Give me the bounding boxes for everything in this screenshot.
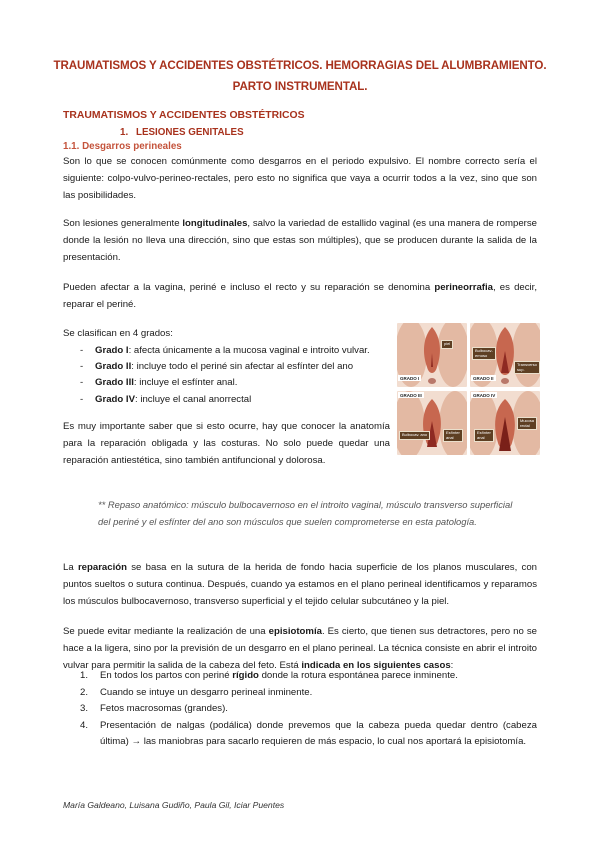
p7-text-e: : — [450, 660, 454, 671]
list-dash: - — [80, 393, 84, 405]
paragraph-perineorrafia — [63, 279, 537, 313]
tag-esfinter-anal: Esfínter anal — [443, 429, 463, 442]
subsubsection-heading: 1.1. Desgarros perineales — [63, 141, 182, 152]
grade-item — [63, 358, 393, 374]
grade-item — [63, 342, 393, 358]
tag-esfinter-anal-4: Esfínter anal — [474, 429, 494, 442]
p6-text-a: La — [63, 562, 78, 573]
grade-text: : incluye todo el periné sin afectar al esfínter del ano — [131, 361, 354, 373]
list-item — [63, 701, 537, 718]
list-number: 1. — [80, 670, 89, 681]
p6-bold: reparación — [77, 562, 127, 573]
tear-grades-figure — [397, 323, 540, 455]
paragraph-anatomy-importance: Es muy importante saber que si esto ocurre, hay que conocer la anatomía para la reparación obligada y las costuras. No solo puede quedar una reparación antiestética, sino también antifuncional y dolorosa. — [63, 421, 390, 466]
subsection-title: LESIONES GENITALES — [136, 127, 244, 138]
grade-4-label: GRADO IV — [473, 392, 496, 398]
section-heading: TRAUMATISMOS Y ACCIDENTES OBSTÉTRICOS — [63, 110, 305, 121]
li-text-c: donde la rotura espontánea parece inminente. — [258, 670, 458, 681]
indications-list — [63, 668, 537, 751]
list-dash: - — [80, 361, 84, 373]
title-line-2: PARTO INSTRUMENTAL. — [232, 80, 368, 93]
list-item — [63, 668, 537, 685]
list-number: 2. — [80, 686, 89, 698]
paragraph-repair — [63, 559, 537, 610]
tag-piel: piel — [441, 340, 453, 349]
p2-bold: longitudinales — [182, 218, 248, 229]
grade-1-panel — [397, 323, 467, 387]
grade-3-label: GRADO III — [400, 392, 422, 398]
p3-text-c: , es decir, reparar el periné. — [63, 282, 537, 310]
li-text-a: En todos los partos con periné — [100, 670, 233, 681]
grade-item — [63, 374, 393, 390]
p2-text-c: , salvo la variedad de estallido vaginal (es una manera de romperse donde la lesión no lleva una dirección, sino que estas son múltiples), que se producen durante la salida de la presentación. — [63, 218, 537, 263]
grades-list — [63, 342, 393, 407]
grade-2-label: GRADO II — [473, 375, 494, 381]
grade-1-label: GRADO I — [400, 375, 420, 381]
list-item — [63, 685, 537, 702]
li-text-a: Cuando se intuye un desgarro perineal inminente. — [100, 686, 313, 698]
anatomy-note: ** Repaso anatómico: músculo bulbocavernoso en el introito vaginal, músculo transverso superficial del periné y el esfínter del ano son músculos que suelen comprometerse en esta patología. — [98, 499, 513, 527]
tag-mucosa-rectal: Mucosa rectal — [517, 417, 537, 430]
li-text-a: Presentación de nalgas (podálica) donde prevemos que la cabeza pueda quedar dentro (cabeza última) → las maniobras para sacarlo requieren de más espacio, lo cual nos aportará la episiotomía. — [100, 719, 537, 747]
p6-text-c: se basa en la sutura de la herida de fondo hacia superficie de los planos musculares, con puntos sueltos o sutura continua. Después, cuando ya estamos en el plano perineal identificamos y reparamos los músculos bulbocavernoso, transverso superficial y el tejido celular subcutáneo y la piel. — [63, 562, 537, 607]
grade-3-panel — [397, 391, 467, 455]
paragraph-intro: Son lo que se conocen comúnmente como desgarros en el periodo expulsivo. El nombre correcto sería el siguiente: colpo-vulvo-perineo-rectales, pero esto no significa que vaya a ocurrir todos a la vez, sino que son las posibilidades. — [63, 156, 537, 201]
title-line-1: TRAUMATISMOS Y ACCIDENTES OBSTÉTRICOS. HEMORRAGIAS DEL ALUMBRAMIENTO. — [53, 59, 547, 72]
grade-label: Grado II — [95, 361, 132, 373]
p3-bold: perineorrafia — [434, 282, 493, 293]
p7-text-a: Se puede evitar mediante la realización de una — [63, 626, 269, 637]
paragraph-classification-intro: Se clasifican en 4 grados: — [63, 328, 173, 339]
grade-text: : incluye el canal anorrectal — [134, 393, 252, 405]
grade-text: : incluye el esfínter anal. — [133, 377, 238, 389]
footer-authors: María Galdeano, Luisana Gudiño, Paula Gil, Iciar Puentes — [63, 800, 285, 810]
grade-text: : afecta únicamente a la mucosa vaginal e introito vulvar. — [128, 345, 370, 356]
tag-bulbocav-ano: Bulbocav. ano — [399, 431, 430, 440]
p7-text-c: . Es cierto, que tienen sus detractores, pero no se hace a la ligera, sino por la previsión de un desgarro en el plano perineal. La técnica consiste en abrir el introito vulvar para permitir la salida de la cabeza del feto. Está — [63, 626, 538, 671]
p7-bold-episiotomia: episiotomía — [268, 626, 322, 637]
grade-label: Grado I — [95, 345, 129, 356]
p3-text-a: Pueden afectar a la vagina, periné e incluso el recto y su reparación se denomina — [63, 282, 435, 293]
tag-bulbocavernoso: Bulbocav- ernoso — [472, 347, 496, 360]
list-dash: - — [80, 377, 84, 389]
grade-label: Grado IV — [95, 393, 135, 405]
subsection-heading — [120, 127, 244, 138]
subsection-number: 1. — [120, 127, 129, 138]
grade-3-illustration — [397, 391, 467, 455]
paragraph-longitudinal — [63, 215, 537, 266]
tag-transverso: Transverso sup. — [514, 361, 540, 374]
grade-4-panel — [470, 391, 540, 455]
grade-item — [63, 391, 393, 407]
li-bold: rígido — [232, 670, 259, 681]
p7-bold-indicada: indicada en los siguientes casos — [301, 660, 451, 671]
document-title — [40, 55, 560, 97]
li-text-a: Fetos macrosomas (grandes). — [100, 703, 228, 714]
list-number: 4. — [80, 719, 89, 731]
p2-text-a: Son lesiones generalmente — [63, 218, 183, 229]
grade-label: Grado III — [95, 377, 134, 389]
list-number: 3. — [80, 703, 89, 714]
list-item — [63, 718, 537, 751]
list-dash: - — [80, 345, 84, 356]
grade-2-panel — [470, 323, 540, 387]
paragraph-episiotomy — [63, 623, 537, 674]
